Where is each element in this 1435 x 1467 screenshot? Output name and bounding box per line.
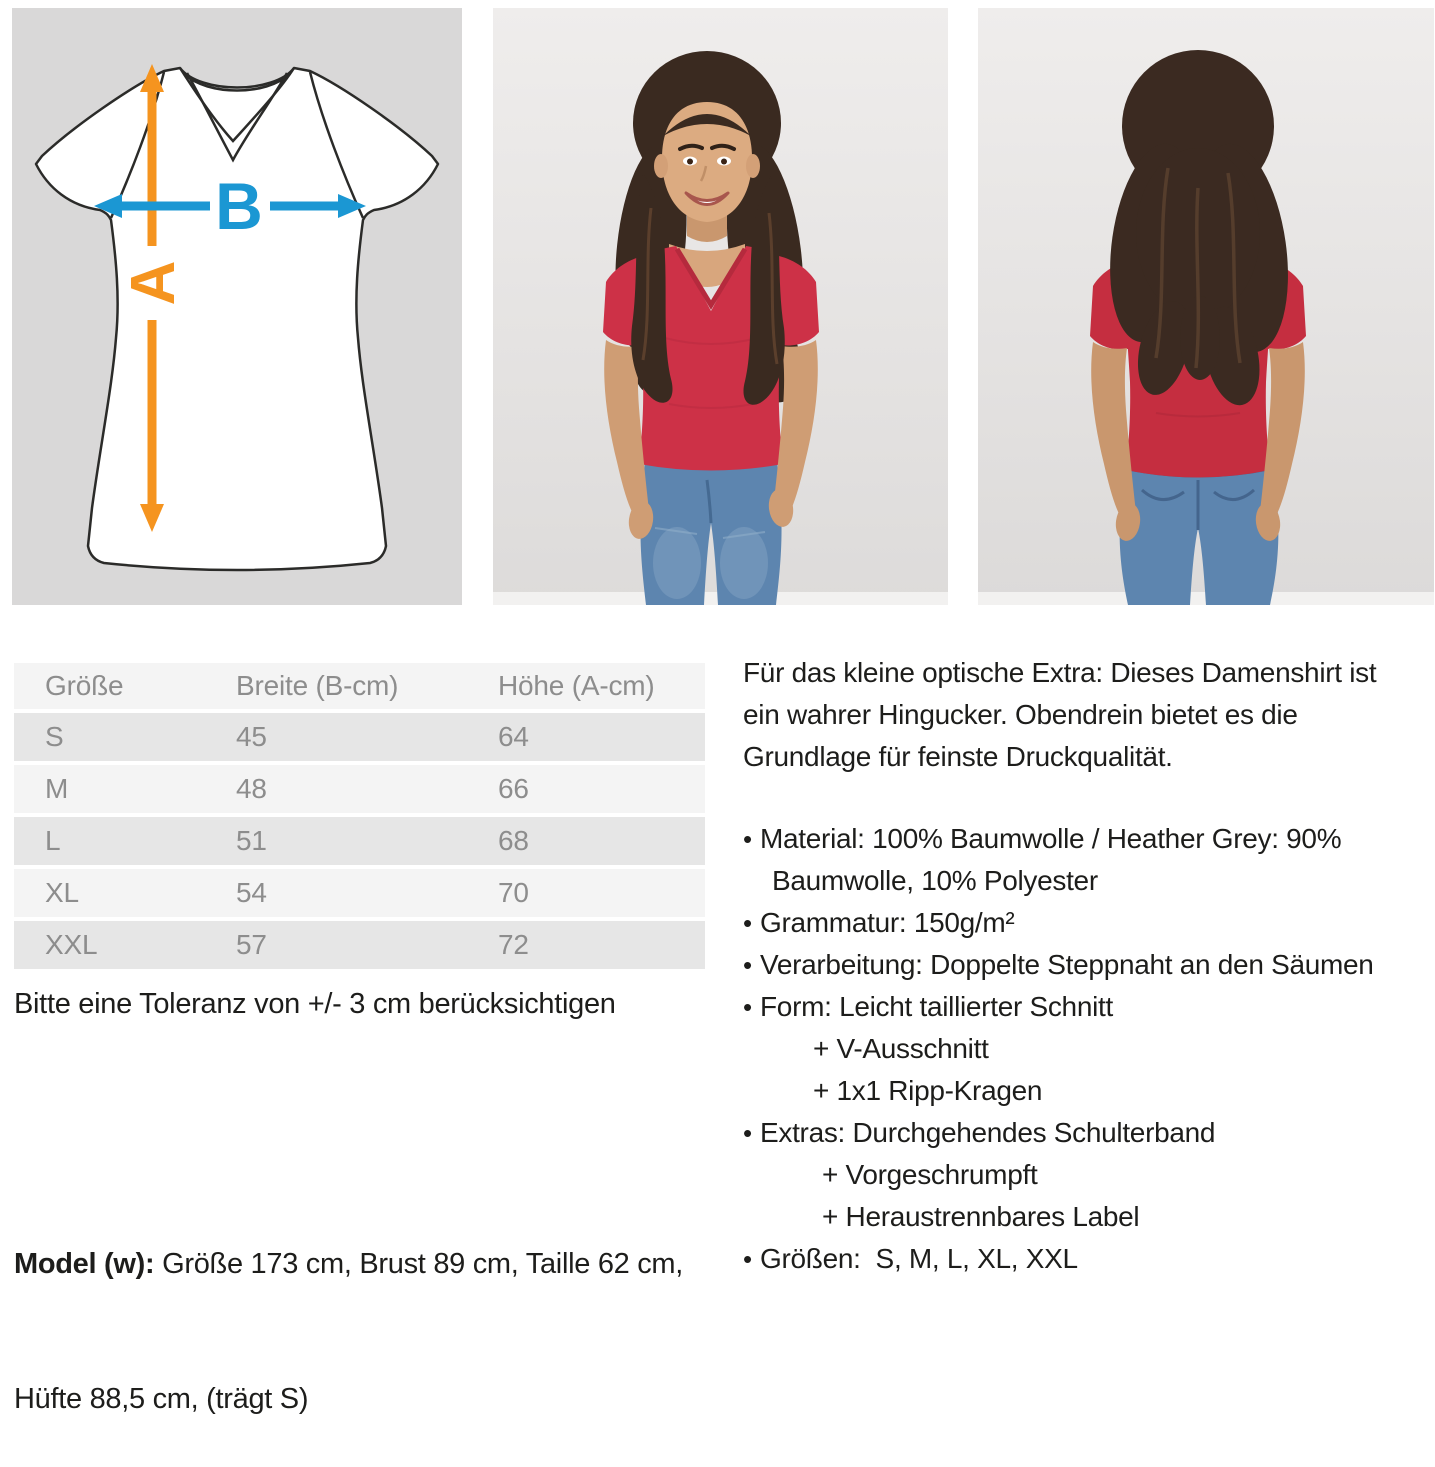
table-row-l [14, 817, 705, 865]
size-cell: XL [45, 877, 79, 908]
bullet-icon: • [743, 908, 752, 938]
label-a: A [119, 260, 188, 306]
bullet-verarbeitung: • Verarbeitung: Doppelte Steppnaht an den Säumen [743, 944, 1435, 986]
size-diagram-panel [12, 8, 462, 605]
height-cell: 64 [498, 721, 529, 752]
bullet-material-cont: Baumwolle, 10% Polyester [772, 865, 1098, 896]
form-sub-item: + 1x1 Ripp-Kragen [813, 1075, 1043, 1106]
label-b: B [215, 169, 263, 243]
height-cell: 66 [498, 773, 529, 804]
model-front-illustration [493, 8, 948, 605]
extras-sub-item: + Vorgeschrumpft [822, 1159, 1038, 1190]
bullet-grammatur: • Grammatur: 150g/m² [743, 902, 1435, 944]
tshirt-outline [36, 68, 438, 570]
bullet-form: • Form: Leicht taillierter Schnitt [743, 986, 1435, 1028]
height-cell: 70 [498, 877, 529, 908]
model-back-photo [978, 8, 1434, 605]
bullet-material: • Material: 100% Baumwolle / Heather Grey: 90% [743, 818, 1435, 860]
size-cell: L [45, 825, 61, 856]
bullet-groessen: • Größen: S, M, L, XL, XXL [743, 1238, 1435, 1280]
table-row-xl [14, 869, 705, 917]
height-cell: 68 [498, 825, 529, 856]
table-row-s [14, 713, 705, 761]
size-cell: M [45, 773, 69, 804]
width-cell: 48 [236, 773, 267, 804]
table-row-m [14, 765, 705, 813]
width-cell: 45 [236, 721, 267, 752]
model-front-photo [493, 8, 948, 605]
intro-line: Grundlage für feinste Druckqualität. [743, 741, 1173, 772]
size-cell: XXL [45, 929, 98, 960]
model-info-line1 [14, 1242, 683, 1287]
model-back-illustration [978, 8, 1434, 605]
model-info-measurements: Größe 173 cm, Brust 89 cm, Taille 62 cm, [154, 1248, 684, 1280]
bullet-icon: • [743, 824, 752, 854]
height-cell: 72 [498, 929, 529, 960]
model-info [14, 1152, 683, 1467]
intro-line: Für das kleine optische Extra: Dieses Damenshirt ist [743, 657, 1377, 688]
table-row-xxl [14, 921, 705, 969]
tolerance-note: Bitte eine Toleranz von +/- 3 cm berücksichtigen [14, 988, 616, 1020]
model-info-line2: Hüfte 88,5 cm, (trägt S) [14, 1383, 309, 1415]
bullet-icon: • [743, 1244, 752, 1274]
column-header-height: Höhe (A-cm) [498, 670, 655, 701]
bullet-icon: • [743, 1118, 752, 1148]
bullet-icon: • [743, 950, 752, 980]
size-table-header-row [14, 663, 705, 709]
intro-line: ein wahrer Hingucker. Obendrein bietet es die [743, 699, 1298, 730]
column-header-width: Breite (B-cm) [236, 670, 399, 701]
size-table [14, 663, 705, 969]
column-header-size: Größe [45, 670, 124, 701]
size-cell: S [45, 721, 64, 752]
extras-sub-item: + Heraustrennbares Label [822, 1201, 1140, 1232]
spacer [743, 778, 1435, 818]
width-cell: 51 [236, 825, 267, 856]
width-cell: 54 [236, 877, 267, 908]
product-description [743, 652, 1435, 1280]
bullet-icon: • [743, 992, 752, 1022]
model-info-label: Model (w): [14, 1248, 155, 1280]
size-diagram-svg [12, 8, 462, 605]
bullet-extras: • Extras: Durchgehendes Schulterband [743, 1112, 1435, 1154]
form-sub-item: + V-Ausschnitt [813, 1033, 989, 1064]
width-cell: 57 [236, 929, 267, 960]
